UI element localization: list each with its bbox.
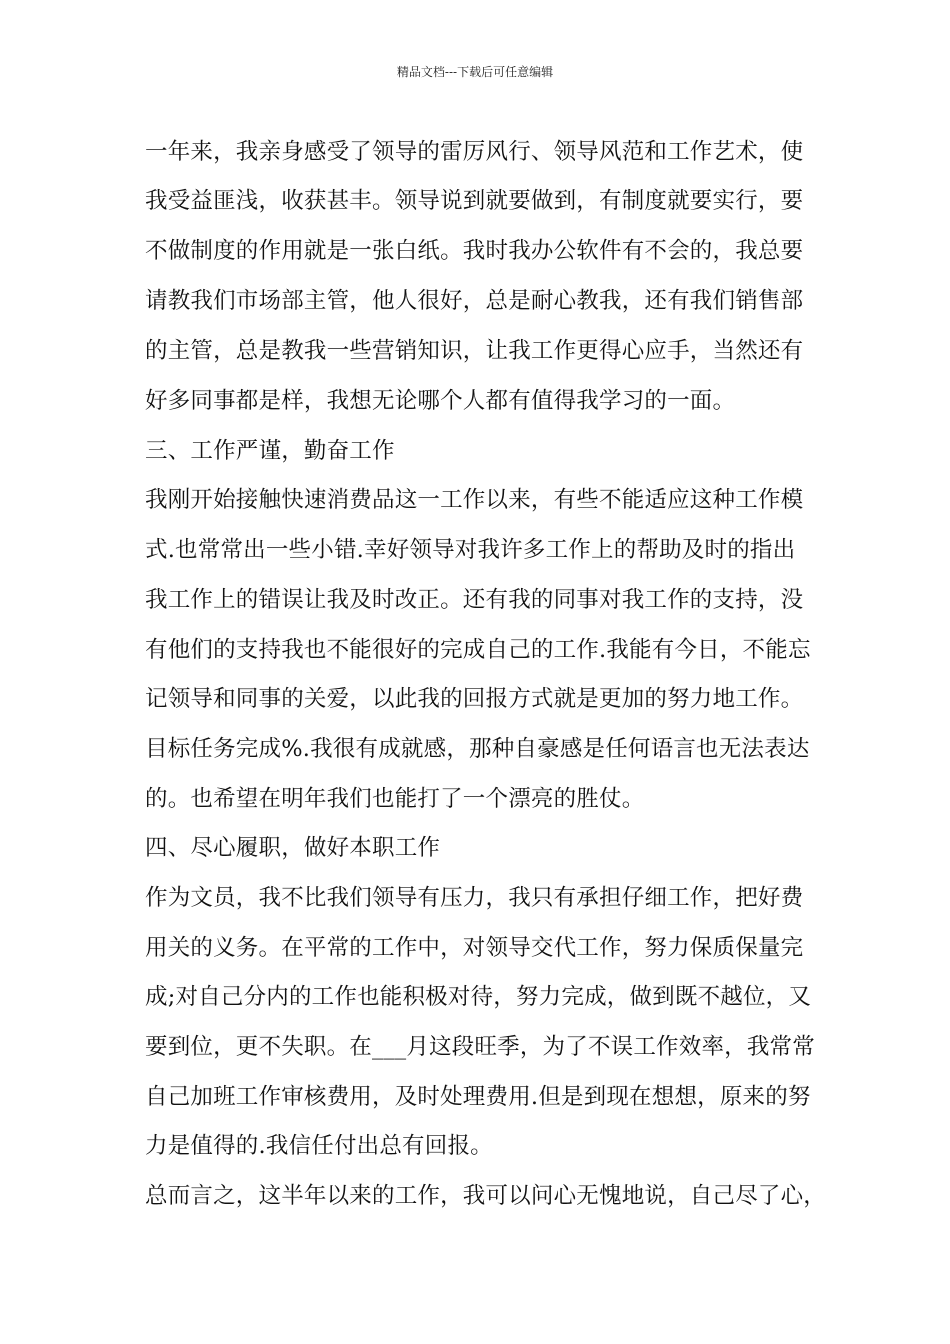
paragraph-line: 的主管，总是教我一些营销知识，让我工作更得心应手，当然还有 (145, 338, 804, 364)
paragraph-line: 作为文员，我不比我们领导有压力，我只有承担仔细工作，把好费 (145, 885, 804, 911)
paragraph-line: 一年来，我亲身感受了领导的雷厉风行、领导风范和工作艺术，使 (145, 139, 804, 165)
paragraph-line: 总而言之，这半年以来的工作，我可以问心无愧地说，自己尽了心， (145, 1183, 827, 1209)
paragraph-line: 我刚开始接触快速消费品这一工作以来，有些不能适应这种工作模 (145, 487, 804, 513)
paragraph-line: 不做制度的作用就是一张白纸。我时我办公软件有不会的，我总要 (145, 238, 804, 264)
paragraph-line: 我受益匪浅，收获甚丰。领导说到就要做到，有制度就要实行，要 (145, 188, 804, 214)
page-header: 精品文档---下载后可任意编辑 (396, 65, 554, 79)
paragraph-line: 记领导和同事的关爱，以此我的回报方式就是更加的努力地工作。 (145, 686, 804, 712)
section-heading: 三、工作严谨，勤奋工作 (145, 438, 395, 464)
section-heading: 四、尽心履职，做好本职工作 (145, 835, 441, 861)
paragraph-line: 目标任务完成%.我很有成就感，那种自豪感是任何语言也无法表达 (145, 736, 810, 762)
paragraph-line: 力是值得的.我信任付出总有回报。 (145, 1133, 493, 1159)
paragraph-line: 的。也希望在明年我们也能打了一个漂亮的胜仗。 (145, 786, 645, 812)
paragraph-line: 有他们的支持我也不能很好的完成自己的工作.我能有今日，不能忘 (145, 637, 811, 663)
paragraph-line: 自己加班工作审核费用，及时处理费用.但是到现在想想，原来的努 (145, 1084, 811, 1110)
paragraph-line: 好多同事都是样，我想无论哪个人都有值得我学习的一面。 (145, 388, 736, 414)
paragraph-line: 式.也常常出一些小错.幸好领导对我许多工作上的帮助及时的指出 (145, 537, 796, 563)
paragraph-line: 我工作上的错误让我及时改正。还有我的同事对我工作的支持，没 (145, 587, 804, 613)
paragraph-line: 请教我们市场部主管，他人很好，总是耐心教我，还有我们销售部 (145, 288, 804, 314)
paragraph-line: 成;对自己分内的工作也能积极对待，努力完成，做到既不越位，又 (145, 984, 812, 1010)
paragraph-line: 用关的义务。在平常的工作中，对领导交代工作，努力保质保量完 (145, 935, 804, 961)
paragraph-line: 要到位，更不失职。在___月这段旺季，为了不误工作效率，我常常 (145, 1034, 815, 1060)
